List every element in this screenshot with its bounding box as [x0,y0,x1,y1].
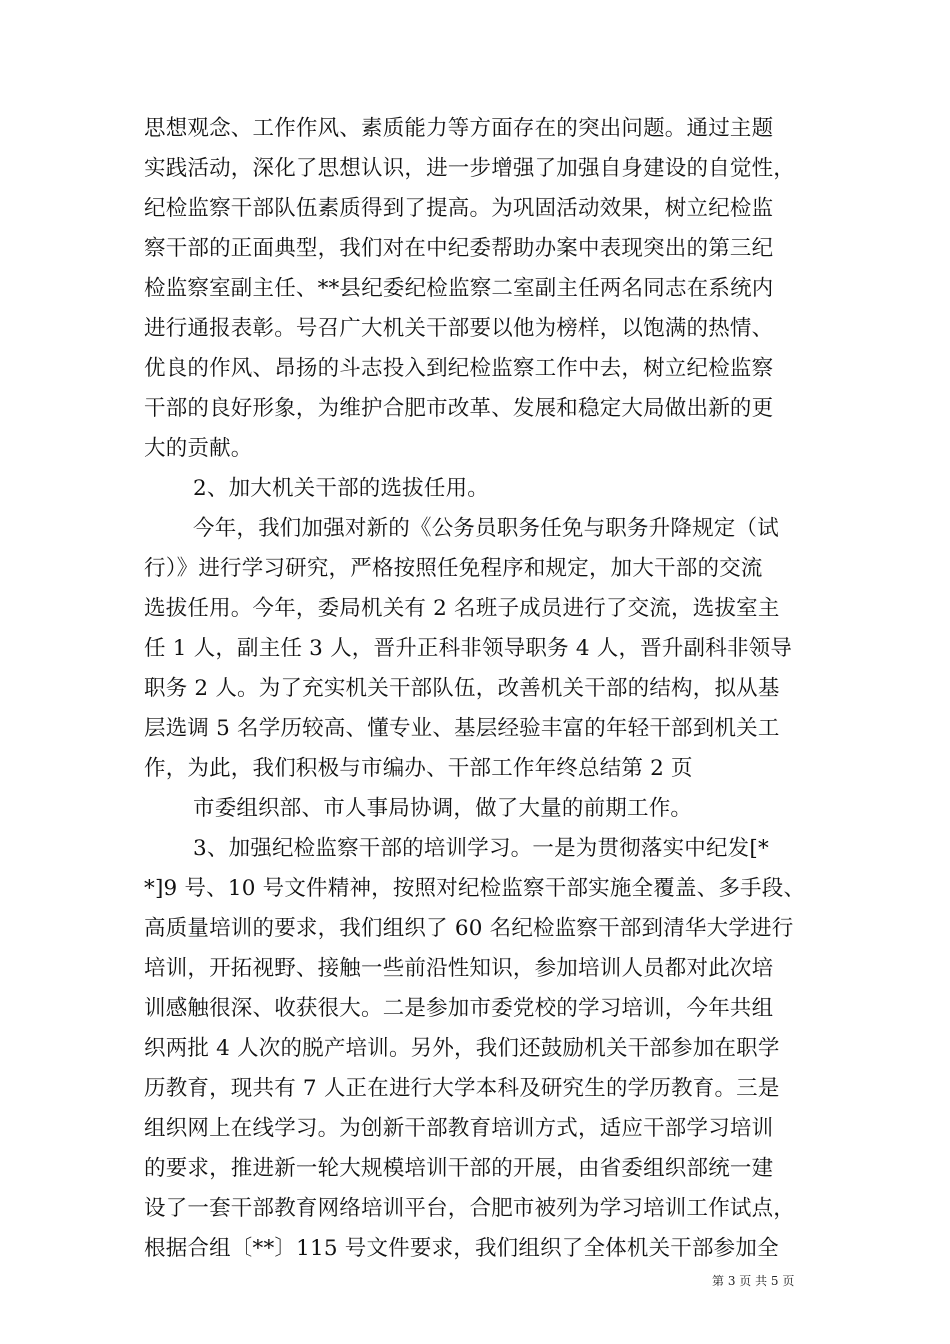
body-line-28: 设了一套干部教育网络培训平台，合肥市被列为学习培训工作试点， [144,1196,796,1221]
body-line-1: 思想观念、工作作风、素质能力等方面存在的突出问题。通过主题 [144,116,774,141]
body-line-7: 优良的作风、昂扬的斗志投入到纪检监察工作中去，树立纪检监察 [144,356,774,381]
body-line-5: 检监察室副主任、**县纪委纪检监察二室副主任两名同志在系统内 [144,276,774,301]
body-line-27: 的要求，推进新一轮大规模培训干部的开展，由省委组织部统一建 [144,1156,774,1181]
body-line-12: 行）》进行学习研究，严格按照任免程序和规定，加大干部的交流 [144,556,763,581]
body-line-25: 历教育，现共有 7 人正在进行大学本科及研究生的学历教育。三是 [144,1076,780,1101]
body-line-13: 选拔任用。今年，委局机关有 2 名班子成员进行了交流，选拔室主 [144,596,780,621]
body-line-29: 根据合组〔**〕115 号文件要求，我们组织了全体机关干部参加全 [144,1236,779,1261]
section-heading-3: 3、加强纪检监察干部的培训学习。一是为贯彻落实中纪发[* [193,836,769,861]
body-line-20: *]9 号、10 号文件精神，按照对纪检监察干部实施全覆盖、多手段、 [144,876,806,901]
body-line-17: 作，为此，我们积极与市编办、干部工作年终总结第 2 页 [144,756,693,781]
body-line-18: 市委组织部、市人事局协调，做了大量的前期工作。 [193,796,693,821]
paragraph-start: 今年，我们加强对新的《公务员职务任免与职务升降规定（试 [193,516,779,541]
body-line-16: 层选调 5 名学历较高、懂专业、基层经验丰富的年轻干部到机关工 [144,716,780,741]
body-line-4: 察干部的正面典型，我们对在中纪委帮助办案中表现突出的第三纪 [144,236,774,261]
body-line-3: 纪检监察干部队伍素质得到了提高。为巩固活动效果，树立纪检监 [144,196,774,221]
body-line-6: 进行通报表彰。号召广大机关干部要以他为榜样，以饱满的热情、 [144,316,774,341]
body-line-24: 织两批 4 人次的脱产培训。另外，我们还鼓励机关干部参加在职学 [144,1036,780,1061]
body-line-9: 大的贡献。 [144,436,253,461]
body-line-8: 干部的良好形象，为维护合肥市改革、发展和稳定大局做出新的更 [144,396,774,421]
body-line-21: 高质量培训的要求，我们组织了 60 名纪检监察干部到清华大学进行 [144,916,794,941]
page-number-footer: 第 3 页 共 5 页 [712,1274,795,1288]
body-line-2: 实践活动，深化了思想认识，进一步增强了加强自身建设的自觉性， [144,156,796,181]
body-line-23: 训感触很深、收获很大。二是参加市委党校的学习培训，今年共组 [144,996,774,1021]
body-line-14: 任 1 人，副主任 3 人，晋升正科非领导职务 4 人，晋升副科非领导 [144,636,793,661]
body-line-15: 职务 2 人。为了充实机关干部队伍，改善机关干部的结构，拟从基 [144,676,780,701]
body-line-26: 组织网上在线学习。为创新干部教育培训方式，适应干部学习培训 [144,1116,774,1141]
section-heading-2: 2、加大机关干部的选拔任用。 [193,476,489,501]
body-line-22: 培训，开拓视野、接触一些前沿性知识，参加培训人员都对此次培 [144,956,774,981]
